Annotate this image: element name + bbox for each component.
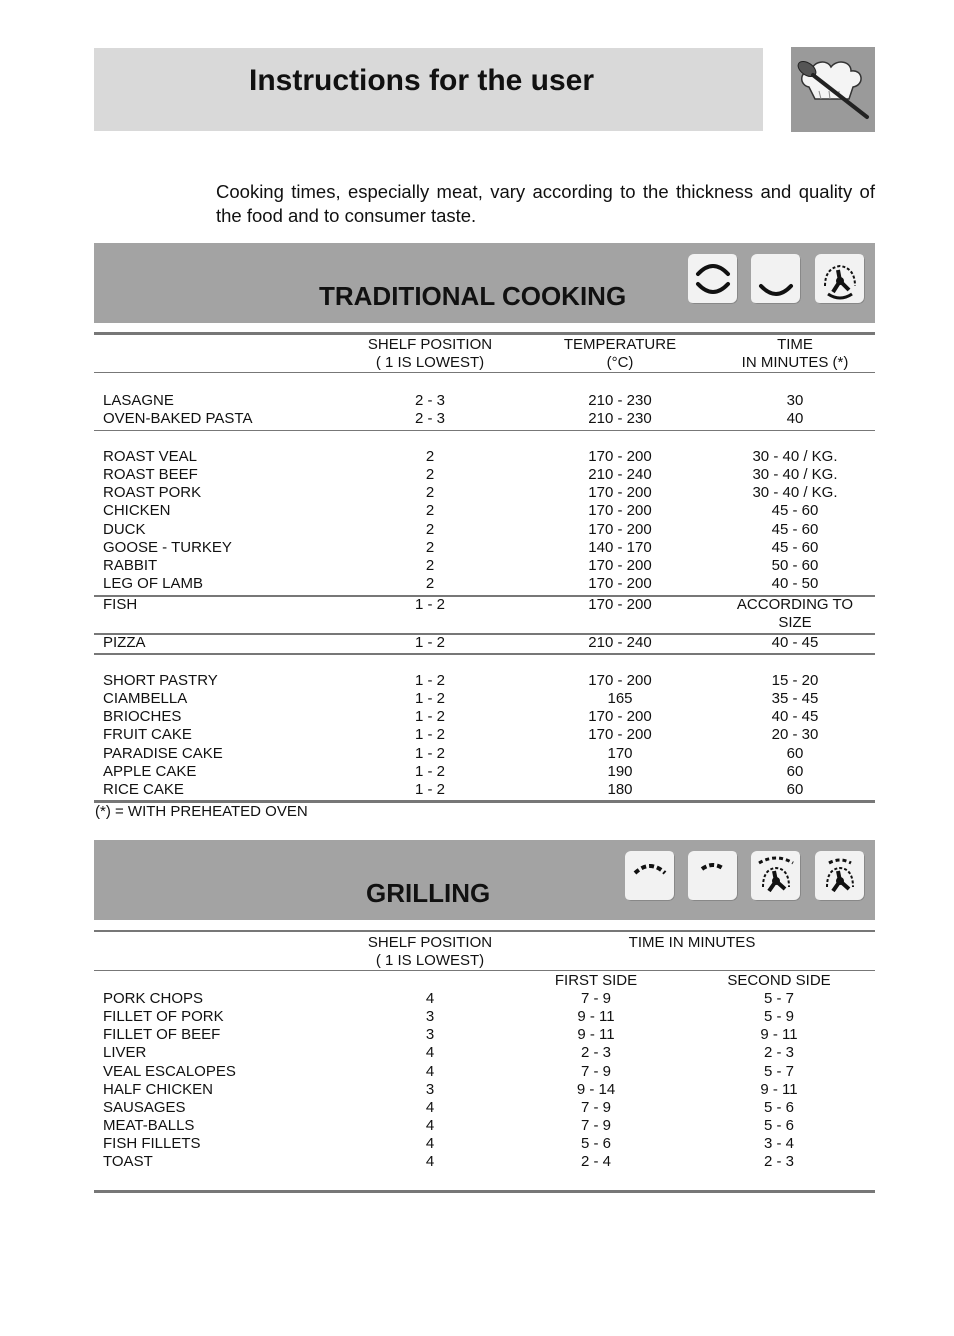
traditional-cooking-band bbox=[94, 243, 875, 323]
cell-first-side: 2 - 3 bbox=[580, 1044, 611, 1062]
grilling-band bbox=[94, 840, 875, 920]
grilling-title: GRILLING bbox=[366, 878, 491, 908]
cell-shelf: 2 bbox=[425, 484, 435, 502]
cell-shelf: 4 bbox=[425, 1062, 435, 1080]
cell-time: 30 - 40 / KG. bbox=[752, 448, 838, 465]
cell-shelf: 4 bbox=[425, 1135, 435, 1153]
cell-shelf: 1 - 2 bbox=[414, 596, 445, 613]
cell-time: 45 - 60 bbox=[771, 520, 819, 538]
intro-text: Cooking times, especially meat, vary according to the thickness and quality of the food and to consumer taste. bbox=[216, 181, 875, 226]
cell-temperature: 210 - 230 bbox=[588, 392, 652, 409]
cell-temperature: 180 bbox=[607, 780, 633, 798]
grill-full-icon bbox=[625, 851, 675, 901]
cell-shelf: 1 - 2 bbox=[414, 634, 445, 651]
top-bottom-heat-icon bbox=[688, 254, 738, 304]
cell-first-side: 9 - 11 bbox=[577, 1008, 615, 1026]
cell-time: 30 bbox=[786, 392, 804, 409]
cell-shelf: 3 bbox=[425, 1080, 435, 1098]
grill-header-time: TIME IN MINUTES bbox=[628, 934, 756, 951]
grill-table-header-rule bbox=[94, 970, 875, 971]
cell-temperature: 140 - 170 bbox=[588, 538, 652, 556]
cell-shelf: 1 - 2 bbox=[414, 726, 445, 744]
table-group-rule bbox=[94, 653, 875, 655]
cell-temperature: 170 - 200 bbox=[588, 575, 652, 593]
cell-food: VEAL ESCALOPES bbox=[103, 1062, 236, 1080]
cell-second-side: 2 - 3 bbox=[763, 1044, 794, 1062]
cell-shelf: 1 - 2 bbox=[414, 762, 445, 780]
cell-food: PIZZA bbox=[103, 634, 146, 651]
fan-grill-center-icon bbox=[815, 851, 865, 901]
cell-food: HALF CHICKEN bbox=[103, 1080, 214, 1098]
cell-temperature: 190 bbox=[607, 762, 633, 780]
cell-time: 60 bbox=[786, 744, 804, 762]
cell-time: 30 - 40 / KG. bbox=[752, 466, 838, 484]
cell-shelf: 1 - 2 bbox=[414, 744, 445, 762]
cell-second-side: 5 - 7 bbox=[763, 990, 794, 1007]
cell-time: 45 - 60 bbox=[771, 502, 819, 520]
cell-second-side: 5 - 6 bbox=[763, 1098, 794, 1116]
cell-temperature: 170 - 200 bbox=[588, 520, 652, 538]
traditional-cooking-title: TRADITIONAL COOKING bbox=[319, 281, 627, 311]
cell-food: FISH FILLETS bbox=[103, 1135, 201, 1153]
cell-temperature: 210 - 240 bbox=[588, 466, 652, 484]
cell-time: 15 - 20 bbox=[771, 672, 819, 689]
cell-first-side: 7 - 9 bbox=[580, 1062, 611, 1080]
cell-first-side: 9 - 14 bbox=[576, 1080, 616, 1098]
cell-time: 60 bbox=[786, 762, 804, 780]
page-title: Instructions for the user bbox=[249, 64, 595, 97]
cell-temperature: 170 - 200 bbox=[588, 556, 652, 574]
cell-temperature: 210 - 240 bbox=[588, 634, 652, 651]
cell-food: PORK CHOPS bbox=[103, 990, 204, 1007]
cell-shelf: 1 - 2 bbox=[414, 690, 445, 708]
cell-second-side: 5 - 7 bbox=[763, 1062, 794, 1080]
table-group-rule bbox=[94, 430, 875, 431]
cell-first-side: 7 - 9 bbox=[580, 990, 611, 1007]
cell-first-side: 2 - 4 bbox=[580, 1153, 611, 1171]
cell-time: 60 bbox=[786, 780, 804, 798]
grill-header-shelf: SHELF POSITION ( 1 IS LOWEST) bbox=[367, 934, 493, 969]
cell-first-side: 5 - 6 bbox=[580, 1135, 611, 1153]
cell-shelf: 2 bbox=[425, 448, 435, 465]
cell-food: ROAST VEAL bbox=[103, 448, 197, 465]
cell-temperature: 170 - 200 bbox=[588, 596, 652, 613]
cell-shelf: 2 - 3 bbox=[414, 410, 445, 428]
cell-time: 40 - 45 bbox=[771, 634, 819, 651]
header-shelf-position: SHELF POSITION ( 1 IS LOWEST) bbox=[367, 336, 493, 371]
cell-food: TOAST bbox=[103, 1153, 153, 1171]
cell-food: GOOSE - TURKEY bbox=[103, 538, 232, 556]
cell-first-side: 9 - 11 bbox=[577, 1026, 615, 1044]
cell-shelf: 1 - 2 bbox=[414, 708, 445, 726]
cell-temperature: 170 - 200 bbox=[588, 672, 652, 689]
cell-temperature: 170 - 200 bbox=[588, 502, 652, 520]
cell-time: 45 - 60 bbox=[771, 538, 819, 556]
cell-time: SIZE bbox=[778, 614, 812, 632]
cell-food: CHICKEN bbox=[103, 502, 171, 520]
cell-second-side: 9 - 11 bbox=[760, 1026, 798, 1044]
cell-time: 50 - 60 bbox=[771, 556, 819, 574]
cell-temperature: 210 - 230 bbox=[588, 410, 652, 428]
cell-food: FILLET OF PORK bbox=[103, 1008, 224, 1026]
table-top-rule bbox=[94, 332, 875, 335]
grill-center-icon bbox=[688, 851, 738, 901]
cell-shelf: 2 bbox=[425, 556, 435, 574]
cell-temperature: 170 - 200 bbox=[588, 484, 652, 502]
cell-first-side: 7 - 9 bbox=[580, 1117, 611, 1135]
cell-food: RABBIT bbox=[103, 556, 158, 574]
cell-shelf: 1 - 2 bbox=[414, 780, 445, 798]
cell-food: FISH bbox=[103, 596, 138, 613]
cell-second-side: 3 - 4 bbox=[763, 1135, 794, 1153]
cell-shelf: 4 bbox=[425, 1153, 435, 1171]
cell-food: BRIOCHES bbox=[103, 708, 182, 726]
grill-header-first-side: FIRST SIDE bbox=[554, 972, 638, 989]
cell-food: ROAST PORK bbox=[103, 484, 202, 502]
cell-time: 20 - 30 bbox=[771, 726, 819, 744]
cell-shelf: 2 bbox=[425, 466, 435, 484]
cell-time: 40 - 50 bbox=[771, 575, 819, 593]
cell-temperature: 170 - 200 bbox=[588, 448, 652, 465]
cell-food: SHORT PASTRY bbox=[103, 672, 218, 689]
cell-shelf: 2 - 3 bbox=[414, 392, 445, 409]
cell-shelf: 2 bbox=[425, 575, 435, 593]
cell-food: PARADISE CAKE bbox=[103, 744, 223, 762]
cell-shelf: 2 bbox=[425, 502, 435, 520]
footnote: (*) = WITH PREHEATED OVEN bbox=[95, 803, 308, 820]
cell-temperature: 170 bbox=[607, 744, 633, 762]
cell-food: FRUIT CAKE bbox=[103, 726, 192, 744]
fan-grill-full-icon bbox=[751, 851, 801, 901]
cell-time: 35 - 45 bbox=[771, 690, 819, 708]
cell-food: MEAT-BALLS bbox=[103, 1117, 195, 1135]
cell-shelf: 2 bbox=[425, 520, 435, 538]
cell-second-side: 9 - 11 bbox=[760, 1080, 798, 1098]
cell-shelf: 4 bbox=[425, 1117, 435, 1135]
grill-table-top-rule bbox=[94, 930, 875, 932]
header-bar bbox=[94, 48, 763, 131]
cell-shelf: 2 bbox=[425, 538, 435, 556]
bottom-heat-icon bbox=[751, 254, 801, 304]
cell-food: APPLE CAKE bbox=[103, 762, 197, 780]
cell-time: 30 - 40 / KG. bbox=[752, 484, 838, 502]
cell-food: LEG OF LAMB bbox=[103, 575, 204, 593]
cell-shelf: 3 bbox=[425, 1008, 435, 1026]
cell-time: ACCORDING TO bbox=[736, 596, 854, 613]
cell-food: ROAST BEEF bbox=[103, 466, 198, 484]
chef-hat-spoon-icon bbox=[791, 47, 875, 132]
cell-shelf: 4 bbox=[425, 1098, 435, 1116]
cell-time: 40 bbox=[786, 410, 804, 428]
grill-header-second-side: SECOND SIDE bbox=[727, 972, 831, 989]
cell-food: RICE CAKE bbox=[103, 780, 184, 798]
cell-temperature: 165 bbox=[607, 690, 633, 708]
cell-food: CIAMBELLA bbox=[103, 690, 188, 708]
cell-food: LIVER bbox=[103, 1044, 147, 1062]
cell-shelf: 4 bbox=[425, 1044, 435, 1062]
cell-first-side: 7 - 9 bbox=[580, 1098, 611, 1116]
cell-shelf: 4 bbox=[425, 990, 435, 1007]
cell-second-side: 2 - 3 bbox=[763, 1153, 794, 1171]
header-temperature: TEMPERATURE (°C) bbox=[563, 336, 677, 371]
header-time: TIME IN MINUTES (*) bbox=[741, 336, 849, 371]
cell-food: LASAGNE bbox=[103, 392, 174, 409]
cell-second-side: 5 - 6 bbox=[763, 1117, 794, 1135]
table-header-rule bbox=[94, 372, 875, 373]
cell-temperature: 170 - 200 bbox=[588, 726, 652, 744]
cell-shelf: 1 - 2 bbox=[414, 672, 445, 689]
cell-shelf: 3 bbox=[425, 1026, 435, 1044]
cell-temperature: 170 - 200 bbox=[588, 708, 652, 726]
cell-time: 40 - 45 bbox=[771, 708, 819, 726]
fan-assisted-icon bbox=[815, 254, 865, 304]
cell-food: FILLET OF BEEF bbox=[103, 1026, 221, 1044]
cell-food: DUCK bbox=[103, 520, 146, 538]
cell-second-side: 5 - 9 bbox=[763, 1008, 794, 1026]
cell-food: OVEN-BAKED PASTA bbox=[103, 410, 253, 428]
cell-food: SAUSAGES bbox=[103, 1098, 186, 1116]
grill-table-bottom-rule bbox=[94, 1190, 875, 1193]
